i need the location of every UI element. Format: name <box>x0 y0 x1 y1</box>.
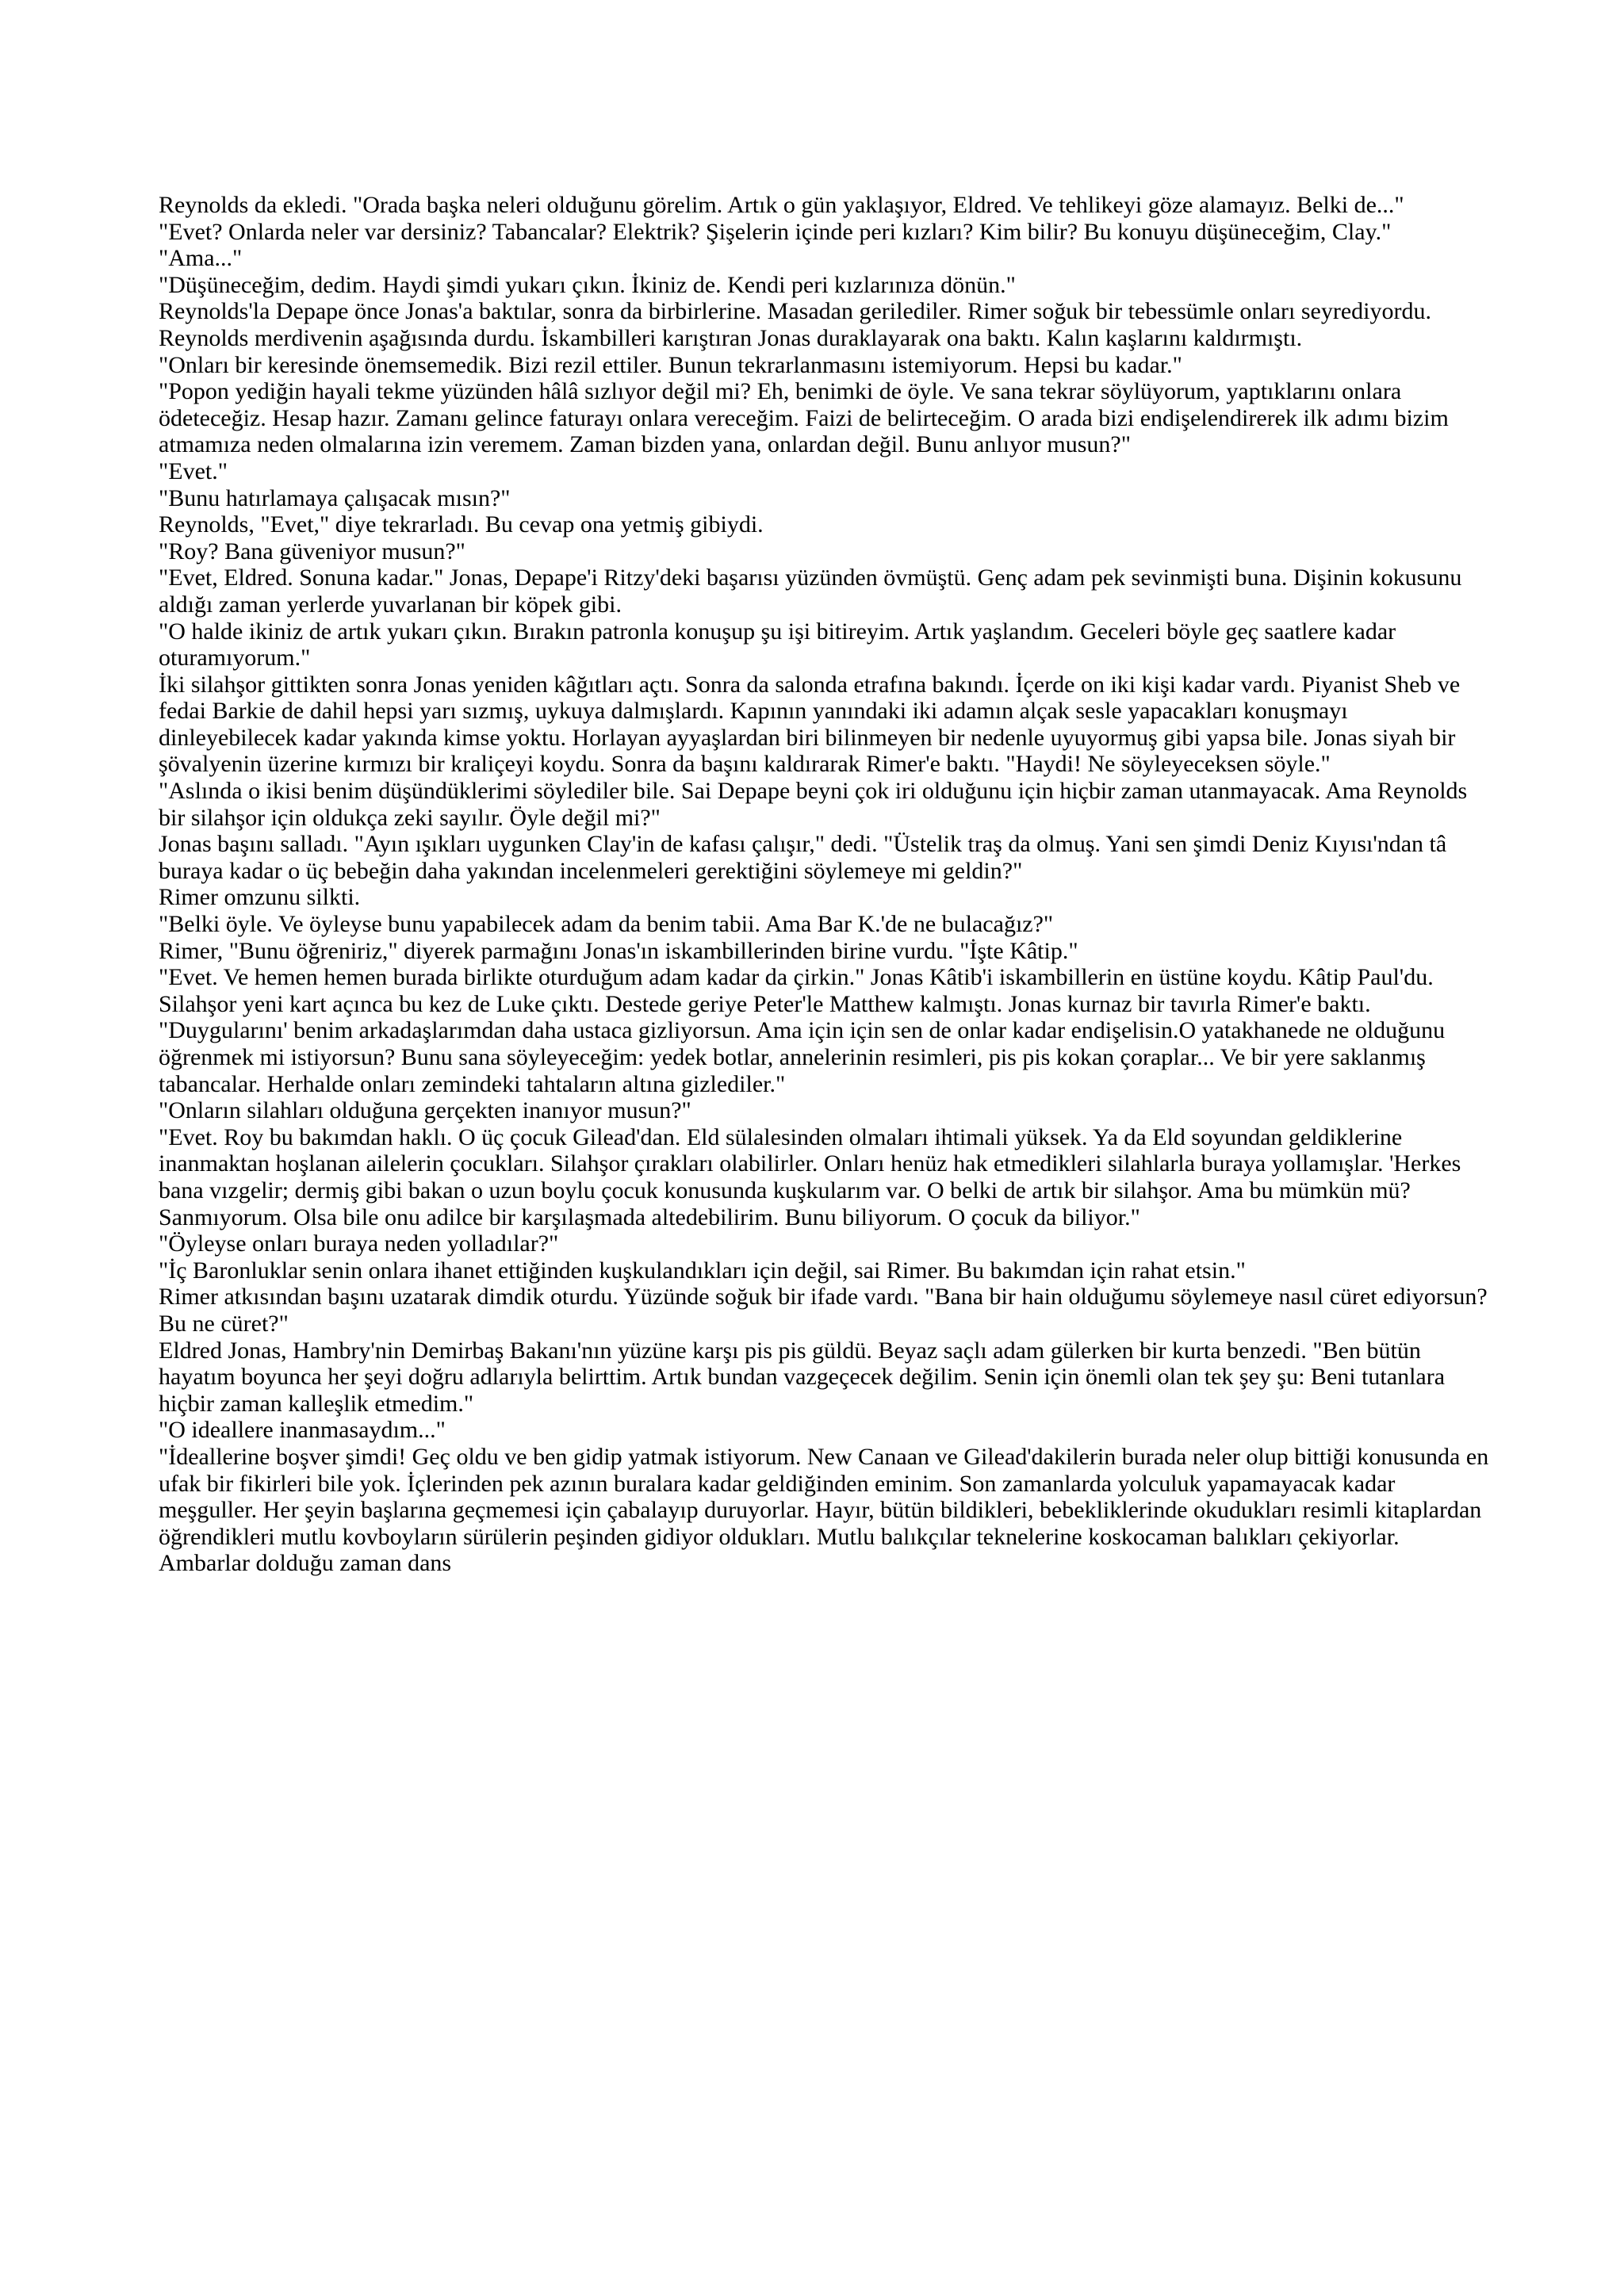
paragraph: Reynolds merdivenin aşağısında durdu. İskambilleri karıştıran Jonas duraklayarak ona baktı. Kalın kaşlarını kaldırmıştı. <box>159 324 1303 351</box>
paragraph: "İdeallerine boşver şimdi! Geç oldu ve ben gidip yatmak istiyorum. New Canaan ve Gilead'dakilerin burada neler olup bittiği konusunda en ufak bir fikirleri bile yok. İçlerinden pek azının buralara kadar geldiğinden eminim. Son zamanlarda yolculuk yapamayacak kadar meşguller. Her şeyin başlarına geçmemesi için çabalayıp duruyorlar. Hayır, bütün bildikleri, bebekliklerinde okudukları resimli kitaplardan öğrendikleri mutlu kovboyların sürülerin peşinden gidiyor oldukları. Mutlu balıkçılar teknelerine koskocaman balıkları çekiyorlar. Ambarlar dolduğu zaman dans <box>159 1443 1489 1577</box>
paragraph: "Evet, Eldred. Sonuna kadar." Jonas, Depape'i Ritzy'deki başarısı yüzünden övmüştü. Genç adam pek sevinmişti buna. Dişinin kokusunu aldığı zaman yerlerde yuvarlanan bir köpek gibi. <box>159 564 1462 618</box>
paragraph: "Öyleyse onları buraya neden yolladılar?" <box>159 1230 559 1257</box>
paragraph: "O halde ikiniz de artık yukarı çıkın. Bırakın patronla konuşup şu işi bitireyim. Artık yaşlandım. Geceleri böyle geç saatlere kadar oturamıyorum." <box>159 618 1396 672</box>
paragraph: "Roy? Bana güveniyor musun?" <box>159 538 465 564</box>
paragraph: "Evet. Roy bu bakımdan haklı. O üç çocuk Gilead'dan. Eld sülalesinden olmaları ihtimali yüksek. Ya da Eld soyundan geldiklerine inanmaktan hoşlanan ailelerin çocukları. Silahşor çırakları olabilirler. Onları henüz hak etmedikleri silahlarla buraya yollamışlar. 'Herkes bana vızgelir; dermiş gibi bakan o uzun boylu çocuk konusunda kuşkularım var. O belki de artık bir silahşor. Ama bu mümkün mü? Sanmıyorum. Olsa bile onu adilce bir karşılaşmada altedebilirim. Bunu biliyorum. O çocuk da biliyor." <box>159 1123 1461 1230</box>
paragraph: "Ama..." <box>159 245 243 272</box>
paragraph: Rimer atkısından başını uzatarak dimdik oturdu. Yüzünde soğuk bir ifade vardı. "Bana bir hain olduğumu söylemeye nasıl cüret ediyorsun? Bu ne cüret?" <box>159 1284 1488 1337</box>
paragraph: "Onların silahları olduğuna gerçekten inanıyor musun?" <box>159 1097 691 1124</box>
paragraph: Reynolds, "Evet," diye tekrarladı. Bu cevap ona yetmiş gibiydi. <box>159 511 764 538</box>
paragraph: Jonas başını salladı. "Ayın ışıkları uygunken Clay'in de kafası çalışır," dedi. "Üstelik traş da olmuş. Yani sen şimdi Deniz Kıyısı'ndan tâ buraya kadar o üç bebeğin daha yakından incelenmeleri gerektiğini söylemeye mi geldin?" <box>159 831 1447 884</box>
paragraph: "Popon yediğin hayali tekme yüzünden hâlâ sızlıyor değil mi? Eh, benimki de öyle. Ve sana tekrar söylüyorum, yaptıklarını onlara ödeteceğiz. Hesap hazır. Zamanı gelince faturayı onlara vereceğim. Faizi de belirteceğim. O arada bizi endişelendirerek ilk adımı bizim atmamıza neden olmalarına izin veremem. Zaman bizden yana, onlardan değil. Bunu anlıyor musun?" <box>159 378 1449 458</box>
paragraph: Reynolds da ekledi. "Orada başka neleri olduğunu görelim. Artık o gün yaklaşıyor, Eldred. Ve tehlikeyi göze alamayız. Belki de..." <box>159 192 1404 218</box>
paragraph: Rimer omzunu silkti. <box>159 884 361 911</box>
paragraph: "İç Baronluklar senin onlara ihanet ettiğinden kuşkulandıkları için değil, sai Rimer. Bu bakımdan için rahat etsin." <box>159 1257 1246 1284</box>
paragraph: İki silahşor gittikten sonra Jonas yeniden kâğıtları açtı. Sonra da salonda etrafına bakındı. İçerde on iki kişi kadar vardı. Piyanist Sheb ve fedai Barkie de dahil hepsi yarı sızmış, uykuya dalmışlardı. Kapının yanındaki iki adamın alçak sesle yapacakları konuşmayı dinleyebilecek kadar yakında kimse yoktu. Horlayan ayyaşlardan biri bilinmeyen bir nedenle uyuyormuş gibi yapsa bile. Jonas siyah bir şövalyenin üzerine kırmızı bir kraliçeyi koydu. Sonra da başını kaldırarak Rimer'e baktı. "Haydi! Ne söyleyeceksen söyle." <box>159 671 1461 778</box>
paragraph: Eldred Jonas, Hambry'nin Demirbaş Bakanı'nın yüzüne karşı pis pis güldü. Beyaz saçlı adam gülerken bir kurta benzedi. "Ben bütün hayatım boyunca her şeyi doğru adlarıyla belirttim. Artık bundan vazgeçecek değilim. Senin için önemli olan tek şey şu: Beni tutanlara hiçbir zaman kalleşlik etmedim." <box>159 1337 1446 1417</box>
paragraph: "O ideallere inanmasaydım..." <box>159 1417 446 1444</box>
paragraph: "Aslında o ikisi benim düşündüklerimi söylediler bile. Sai Depape beyni çok iri olduğunu için hiçbir zaman utanmayacak. Ama Reynolds bir silahşor için oldukça zeki sayılır. Öyle değil mi?" <box>159 778 1468 831</box>
paragraph: "Evet." <box>159 457 228 484</box>
paragraph: "Evet. Ve hemen hemen burada birlikte oturduğum adam kadar da çirkin." Jonas Kâtib'i iskambillerin en üstüne koydu. Kâtip Paul'du. Silahşor yeni kart açınca bu kez de Luke çıktı. Destede geriye Peter'le Matthew kalmıştı. Jonas kurnaz bir tavırla Rimer'e baktı. "Duygularını' benim arkadaşlarımdan daha ustaca gizliyorsun. Ama için için sen de onlar kadar endişelisin.O yatakhanede ne olduğunu öğrenmek mi istiyorsun? Bunu sana söyleyeceğim: yedek botlar, annelerinin resimleri, pis pis kokan çoraplar... Ve bir yere saklanmış tabancalar. Herhalde onları zemindeki tahtaların altına gizlediler." <box>159 964 1446 1097</box>
paragraph: "Belki öyle. Ve öyleyse bunu yapabilecek adam da benim tabii. Ama Bar K.'de ne bulacağız?" <box>159 911 1054 938</box>
paragraph: "Evet? Onlarda neler var dersiniz? Tabancalar? Elektrik? Şişelerin içinde peri kızları? Kim bilir? Bu konuyu düşüneceğim, Clay." <box>159 218 1392 245</box>
paragraph: "Onları bir keresinde önemsemedik. Bizi rezil ettiler. Bunun tekrarlanmasını istemiyorum. Hepsi bu kadar." <box>159 351 1182 378</box>
paragraph: "Bunu hatırlamaya çalışacak mısın?" <box>159 484 511 511</box>
paragraph: "Düşüneceğim, dedim. Haydi şimdi yukarı çıkın. İkiniz de. Kendi peri kızlarınıza dönün." <box>159 271 1016 298</box>
document-body <box>159 192 1491 1577</box>
paragraph: Reynolds'la Depape önce Jonas'a baktılar, sonra da birbirlerine. Masadan gerilediler. Rimer soğuk bir tebessümle onları seyrediyordu. <box>159 298 1431 325</box>
paragraph: Rimer, "Bunu öğreniriz," diyerek parmağını Jonas'ın iskambillerinden birine vurdu. "İşte Kâtip." <box>159 937 1078 964</box>
